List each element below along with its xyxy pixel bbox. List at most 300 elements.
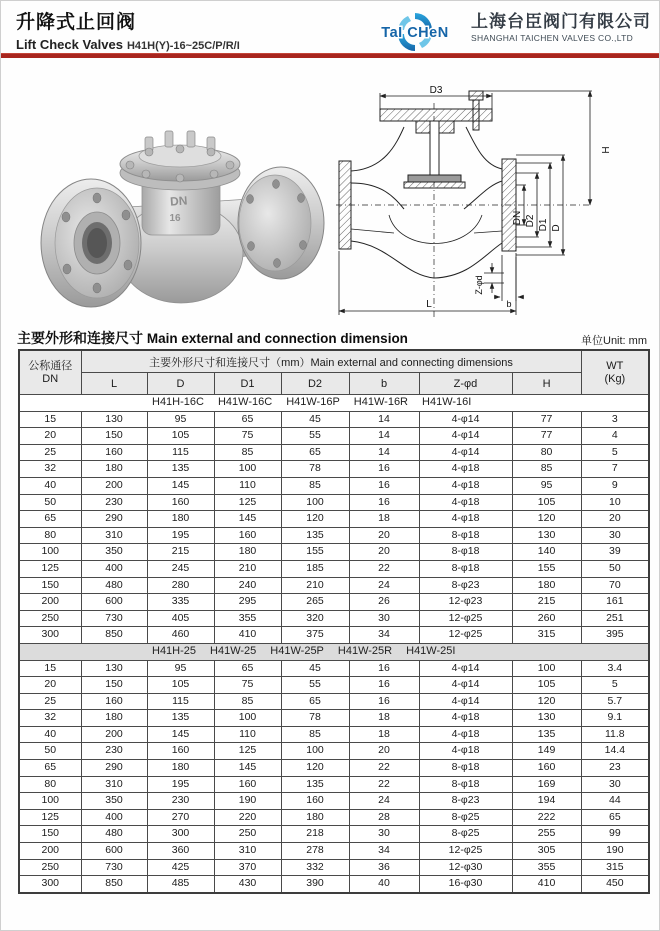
table-header-row-2 (19, 373, 649, 395)
table-cell: 3 (581, 411, 649, 428)
table-cell: 300 (19, 627, 81, 644)
taichen-logo-icon (365, 11, 465, 53)
table-cell: 4-φ18 (419, 494, 512, 511)
table-cell: 12-φ25 (419, 610, 512, 627)
table-cell: 600 (81, 843, 147, 860)
table-row (19, 760, 649, 777)
model-header-cell (19, 643, 649, 660)
table-cell: 290 (81, 511, 147, 528)
table-cell: 280 (147, 577, 214, 594)
table-cell: 8-φ23 (419, 577, 512, 594)
table-cell: 110 (214, 477, 281, 494)
header-divider (1, 53, 660, 58)
table-cell: 40 (349, 876, 419, 893)
table-cell: 180 (214, 544, 281, 561)
table-row (19, 843, 649, 860)
table-cell: 100 (214, 461, 281, 478)
table-cell: 250 (19, 859, 81, 876)
table-cell: 32 (19, 461, 81, 478)
table-cell: 77 (512, 411, 581, 428)
table-cell: 125 (19, 809, 81, 826)
model-name: H41W-25 (210, 644, 257, 657)
table-cell: 160 (147, 743, 214, 760)
table-cell: 65 (19, 760, 81, 777)
table-cell: 200 (81, 726, 147, 743)
table-cell: 425 (147, 859, 214, 876)
unit-label: 单位Unit: mm (581, 335, 647, 347)
table-cell: 150 (81, 428, 147, 445)
table-cell: 8-φ18 (419, 527, 512, 544)
col-header-dn (19, 350, 81, 395)
table-cell: 160 (147, 494, 214, 511)
table-cell: 230 (147, 793, 214, 810)
table-cell: 50 (581, 560, 649, 577)
table-cell: 22 (349, 760, 419, 777)
table-cell: 160 (214, 527, 281, 544)
table-cell: 4-φ14 (419, 693, 512, 710)
table-cell: 40 (19, 726, 81, 743)
table-row (19, 776, 649, 793)
table-cell: 110 (214, 726, 281, 743)
table-row (19, 627, 649, 644)
table-cell: 335 (147, 594, 214, 611)
table-row (19, 511, 649, 528)
table-cell: 251 (581, 610, 649, 627)
table-row (19, 743, 649, 760)
table-cell: 245 (147, 560, 214, 577)
table-cell: 65 (214, 411, 281, 428)
dimension-table (18, 349, 650, 894)
product-title-en-text: Lift Check Valves (16, 37, 123, 52)
table-cell: 100 (512, 660, 581, 677)
table-cell: 115 (147, 693, 214, 710)
table-cell: 315 (581, 859, 649, 876)
table-cell: 145 (147, 477, 214, 494)
table-cell: 145 (214, 511, 281, 528)
table-cell: 850 (81, 876, 147, 893)
table-cell: 16 (349, 677, 419, 694)
table-cell: 9.1 (581, 710, 649, 727)
table-cell: 18 (349, 710, 419, 727)
table-cell: 355 (512, 859, 581, 876)
table-cell: 250 (214, 826, 281, 843)
table-cell: 180 (281, 809, 349, 826)
table-cell: 14 (349, 411, 419, 428)
table-cell: 350 (81, 793, 147, 810)
table-cell: 190 (214, 793, 281, 810)
table-cell: 730 (81, 859, 147, 876)
table-cell: 150 (19, 577, 81, 594)
dim-label-zpd: Z-φd (474, 275, 484, 295)
col-header-h: H (512, 373, 581, 395)
table-cell: 125 (214, 494, 281, 511)
table-cell: 4-φ18 (419, 511, 512, 528)
table-cell: 80 (19, 776, 81, 793)
table-cell: 65 (581, 809, 649, 826)
dim-label-dn: DN (512, 210, 523, 226)
model-header-cell (19, 395, 649, 412)
table-cell: 65 (281, 444, 349, 461)
dim-label-d1: D1 (538, 218, 549, 232)
table-cell: 200 (19, 594, 81, 611)
table-cell: 16 (349, 461, 419, 478)
table-cell: 85 (512, 461, 581, 478)
table-cell: 36 (349, 859, 419, 876)
table-cell: 20 (349, 527, 419, 544)
table-cell: 160 (512, 760, 581, 777)
table-cell: 70 (581, 577, 649, 594)
table-cell: 8-φ18 (419, 776, 512, 793)
table-cell: 39 (581, 544, 649, 561)
table-cell: 85 (281, 726, 349, 743)
col-group-header-en: Main external and connecting dimensions (310, 356, 513, 369)
table-cell: 75 (214, 428, 281, 445)
table-cell: 210 (214, 560, 281, 577)
table-cell: 180 (81, 461, 147, 478)
model-names (152, 395, 648, 411)
table-cell: 255 (512, 826, 581, 843)
table-cell: 300 (147, 826, 214, 843)
table-row (19, 577, 649, 594)
model-name: H41W-25I (406, 644, 456, 657)
table-row (19, 726, 649, 743)
table-cell: 12-φ25 (419, 627, 512, 644)
dim-label-h: H (599, 146, 610, 154)
table-cell: 30 (581, 776, 649, 793)
col-header-wt-label: WT (606, 359, 624, 372)
table-row (19, 594, 649, 611)
table-cell: 8-φ25 (419, 809, 512, 826)
table-cell: 130 (81, 411, 147, 428)
table-cell: 250 (19, 610, 81, 627)
table-row (19, 809, 649, 826)
valve-drawing (334, 85, 659, 325)
table-cell: 100 (19, 793, 81, 810)
table-cell: 85 (214, 444, 281, 461)
table-cell: 115 (147, 444, 214, 461)
table-cell: 9 (581, 477, 649, 494)
table-cell: 850 (81, 627, 147, 644)
table-cell: 145 (147, 726, 214, 743)
table-cell: 400 (81, 560, 147, 577)
table-cell: 130 (512, 527, 581, 544)
table-cell: 45 (281, 411, 349, 428)
table-cell: 370 (214, 859, 281, 876)
table-cell: 85 (281, 477, 349, 494)
table-cell: 180 (81, 710, 147, 727)
table-cell: 16 (349, 477, 419, 494)
table-cell: 80 (512, 444, 581, 461)
table-cell: 95 (147, 411, 214, 428)
dim-label-l: L (426, 299, 432, 310)
table-cell: 85 (214, 693, 281, 710)
table-cell: 50 (19, 743, 81, 760)
table-cell: 480 (81, 577, 147, 594)
table-row (19, 610, 649, 627)
table-header-row-1 (19, 350, 649, 373)
dim-label-b: b (506, 299, 512, 309)
table-cell: 15 (19, 660, 81, 677)
table-cell: 40 (19, 477, 81, 494)
table-cell: 105 (147, 677, 214, 694)
table-cell: 23 (581, 760, 649, 777)
model-header-row (19, 643, 649, 660)
table-cell: 155 (281, 544, 349, 561)
table-cell: 55 (281, 428, 349, 445)
table-row (19, 494, 649, 511)
table-cell: 7 (581, 461, 649, 478)
model-names (152, 644, 648, 660)
table-cell: 210 (281, 577, 349, 594)
table-cell: 355 (214, 610, 281, 627)
table-cell: 4-φ18 (419, 726, 512, 743)
table-cell: 375 (281, 627, 349, 644)
table-cell: 95 (512, 477, 581, 494)
svg-text:DN: DN (169, 193, 188, 209)
table-cell: 350 (81, 544, 147, 561)
table-cell: 8-φ23 (419, 793, 512, 810)
table-cell: 30 (349, 610, 419, 627)
table-cell: 12-φ30 (419, 859, 512, 876)
table-cell: 8-φ25 (419, 826, 512, 843)
table-row (19, 428, 649, 445)
table-cell: 50 (19, 494, 81, 511)
table-cell: 120 (281, 511, 349, 528)
table-cell: 4-φ14 (419, 428, 512, 445)
col-header-b: b (349, 373, 419, 395)
table-row (19, 693, 649, 710)
table-cell: 135 (512, 726, 581, 743)
table-cell: 160 (81, 444, 147, 461)
col-header-wt-unit: (Kg) (604, 372, 626, 385)
table-cell: 4-φ14 (419, 677, 512, 694)
section-heading (17, 328, 647, 348)
table-row (19, 876, 649, 893)
table-cell: 195 (147, 776, 214, 793)
table-cell: 14.4 (581, 743, 649, 760)
table-cell: 200 (81, 477, 147, 494)
table-cell: 22 (349, 776, 419, 793)
table-cell: 100 (281, 743, 349, 760)
table-cell: 265 (281, 594, 349, 611)
table-cell: 200 (19, 843, 81, 860)
table-cell: 16 (349, 660, 419, 677)
product-title-en (16, 37, 240, 52)
table-cell: 160 (214, 776, 281, 793)
table-cell: 25 (19, 444, 81, 461)
table-cell: 332 (281, 859, 349, 876)
product-model-code: H41H(Y)-16~25C/P/R/I (126, 40, 240, 52)
logo-text: TaI CHeN (381, 25, 449, 41)
table-cell: 730 (81, 610, 147, 627)
table-row (19, 544, 649, 561)
table-cell: 480 (81, 826, 147, 843)
table-cell: 20 (19, 428, 81, 445)
table-cell: 24 (349, 793, 419, 810)
table-cell: 240 (214, 577, 281, 594)
table-cell: 180 (147, 760, 214, 777)
table-row (19, 444, 649, 461)
table-cell: 99 (581, 826, 649, 843)
table-cell: 4-φ18 (419, 743, 512, 760)
dimension-table-body (19, 395, 649, 893)
table-cell: 485 (147, 876, 214, 893)
table-cell: 16 (349, 693, 419, 710)
table-cell: 135 (147, 461, 214, 478)
table-cell: 5.7 (581, 693, 649, 710)
table-cell: 30 (581, 527, 649, 544)
table-cell: 310 (81, 527, 147, 544)
table-cell: 135 (147, 710, 214, 727)
col-group-header (81, 350, 581, 373)
table-cell: 180 (147, 511, 214, 528)
table-cell: 395 (581, 627, 649, 644)
table-cell: 310 (214, 843, 281, 860)
table-cell: 100 (19, 544, 81, 561)
table-cell: 65 (281, 693, 349, 710)
col-header-dn-cn: 公称通径 (28, 359, 73, 372)
col-header-wt (581, 350, 649, 395)
table-row (19, 660, 649, 677)
table-cell: 3.4 (581, 660, 649, 677)
table-cell: 160 (281, 793, 349, 810)
table-cell: 18 (349, 511, 419, 528)
model-header-row (19, 395, 649, 412)
table-row (19, 477, 649, 494)
table-cell: 125 (19, 560, 81, 577)
col-header-zpd: Z-φd (419, 373, 512, 395)
table-cell: 195 (147, 527, 214, 544)
table-cell: 14 (349, 444, 419, 461)
table-cell: 5 (581, 444, 649, 461)
table-cell: 65 (214, 660, 281, 677)
table-cell: 34 (349, 843, 419, 860)
table-cell: 295 (214, 594, 281, 611)
table-cell: 24 (349, 577, 419, 594)
table-cell: 100 (281, 494, 349, 511)
table-cell: 410 (512, 876, 581, 893)
section-title (17, 328, 408, 348)
table-cell: 150 (19, 826, 81, 843)
table-cell: 125 (214, 743, 281, 760)
table-cell: 430 (214, 876, 281, 893)
table-cell: 55 (281, 677, 349, 694)
table-row (19, 411, 649, 428)
col-header-d: D (147, 373, 214, 395)
table-cell: 78 (281, 710, 349, 727)
table-cell: 135 (281, 776, 349, 793)
table-cell: 130 (512, 710, 581, 727)
model-name: H41H-16C (152, 396, 204, 408)
table-cell: 105 (147, 428, 214, 445)
table-row (19, 677, 649, 694)
table-cell: 4 (581, 428, 649, 445)
model-name: H41H-25 (152, 644, 197, 657)
table-cell: 25 (19, 693, 81, 710)
table-cell: 310 (81, 776, 147, 793)
table-cell: 160 (81, 693, 147, 710)
table-cell: 230 (81, 743, 147, 760)
table-cell: 16-φ30 (419, 876, 512, 893)
table-cell: 20 (349, 544, 419, 561)
table-cell: 320 (281, 610, 349, 627)
table-cell: 145 (214, 760, 281, 777)
table-cell: 315 (512, 627, 581, 644)
table-row (19, 710, 649, 727)
table-cell: 185 (281, 560, 349, 577)
col-header-dn-en: DN (42, 372, 59, 385)
table-cell: 218 (281, 826, 349, 843)
valve-photo (29, 93, 331, 323)
table-row (19, 560, 649, 577)
table-cell: 14 (349, 428, 419, 445)
table-cell: 34 (349, 627, 419, 644)
table-cell: 95 (147, 660, 214, 677)
table-cell: 18 (349, 726, 419, 743)
table-cell: 169 (512, 776, 581, 793)
table-cell: 161 (581, 594, 649, 611)
table-cell: 4-φ18 (419, 477, 512, 494)
table-cell: 410 (214, 627, 281, 644)
table-cell: 300 (19, 876, 81, 893)
table-cell: 8-φ18 (419, 560, 512, 577)
table-cell: 77 (512, 428, 581, 445)
table-cell: 270 (147, 809, 214, 826)
table-cell: 5 (581, 677, 649, 694)
table-cell: 120 (512, 693, 581, 710)
table-cell: 278 (281, 843, 349, 860)
dim-label-d3: D3 (429, 85, 443, 96)
company-name-cn: 上海台臣阀门有限公司 (471, 12, 651, 31)
table-cell: 26 (349, 594, 419, 611)
table-cell: 100 (214, 710, 281, 727)
table-cell: 4-φ18 (419, 461, 512, 478)
table-cell: 180 (512, 577, 581, 594)
table-cell: 450 (581, 876, 649, 893)
table-cell: 105 (512, 677, 581, 694)
table-cell: 105 (512, 494, 581, 511)
dim-label-d: D (551, 224, 562, 232)
table-row (19, 859, 649, 876)
table-cell: 16 (349, 494, 419, 511)
table-cell: 20 (581, 511, 649, 528)
brand-block (365, 7, 651, 53)
product-title-cn: 升降式止回阀 (16, 12, 137, 33)
table-cell: 120 (281, 760, 349, 777)
table-cell: 215 (147, 544, 214, 561)
table-cell: 140 (512, 544, 581, 561)
table-cell: 230 (81, 494, 147, 511)
table-cell: 75 (214, 677, 281, 694)
table-cell: 405 (147, 610, 214, 627)
table-cell: 22 (349, 560, 419, 577)
svg-text:16: 16 (169, 213, 181, 224)
table-cell: 8-φ18 (419, 760, 512, 777)
table-cell: 44 (581, 793, 649, 810)
table-cell: 80 (19, 527, 81, 544)
col-header-d2: D2 (281, 373, 349, 395)
col-header-l: L (81, 373, 147, 395)
section-title-en: Main external and connection dimension (146, 331, 408, 346)
table-cell: 260 (512, 610, 581, 627)
table-cell: 215 (512, 594, 581, 611)
table-cell: 460 (147, 627, 214, 644)
table-cell: 20 (349, 743, 419, 760)
section-title-cn: 主要外形和连接尺寸 (17, 330, 143, 346)
company-name-block (471, 7, 651, 43)
table-cell: 78 (281, 461, 349, 478)
table-cell: 305 (512, 843, 581, 860)
